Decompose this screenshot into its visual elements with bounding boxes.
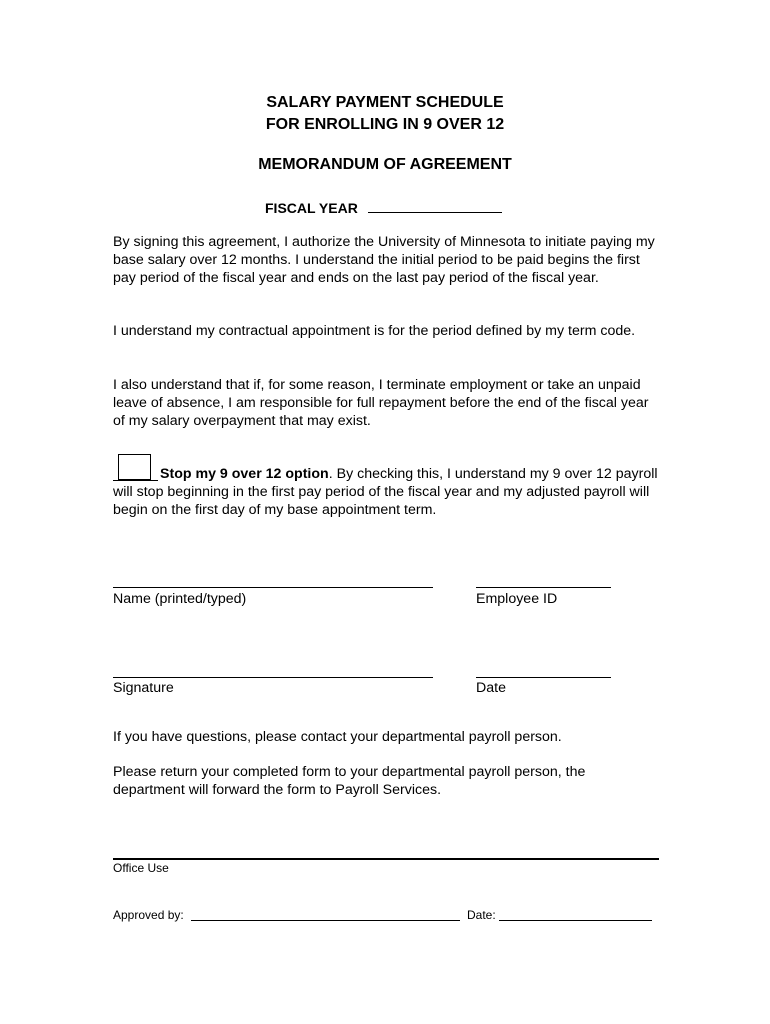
fiscal-year-row	[265, 198, 502, 216]
signature-field[interactable]	[113, 677, 433, 678]
signature-label: Signature	[113, 680, 174, 696]
stop-option-paragraph	[113, 465, 658, 519]
authorization-paragraph: By signing this agreement, I authorize the University of Minnesota to initiate paying my base salary over 12 months. I understand the initial period to be paid begins the first pay period of the fiscal year and ends on the last pay period of the fiscal year.	[113, 234, 655, 286]
stop-option-label: Stop my 9 over 12 option	[160, 466, 329, 482]
stop-option-text: . By checking this, I understand my 9 over 12 payroll will stop beginning in the first pay period of the fiscal year and my adjusted payroll will begin on the first day of my base appointment term.	[113, 466, 658, 518]
approved-by-label: Approved by:	[113, 908, 184, 922]
name-label: Name (printed/typed)	[113, 591, 247, 607]
form-subtitle: MEMORANDUM OF AGREEMENT	[258, 156, 512, 173]
date-label: Date	[476, 680, 506, 696]
form-title-line1: SALARY PAYMENT SCHEDULE	[266, 94, 504, 111]
appointment-paragraph: I understand my contractual appointment is for the period defined by my term code.	[113, 323, 636, 339]
name-field[interactable]	[113, 587, 433, 588]
fiscal-year-field[interactable]	[368, 198, 502, 213]
form-title-line2: FOR ENROLLING IN 9 OVER 12	[265, 116, 505, 133]
return-paragraph: Please return your completed form to your departmental payroll person, the department will forward the form to Payroll Services.	[113, 764, 586, 798]
date-field[interactable]	[476, 677, 611, 678]
office-use-label: Office Use	[113, 861, 169, 875]
fiscal-year-label: FISCAL YEAR	[265, 200, 358, 216]
approved-by-row	[113, 908, 184, 922]
employee-id-field[interactable]	[476, 587, 611, 588]
office-date-row	[467, 908, 496, 922]
approved-by-field[interactable]	[191, 920, 460, 921]
employee-id-label: Employee ID	[476, 591, 558, 607]
questions-paragraph: If you have questions, please contact your departmental payroll person.	[113, 729, 562, 745]
office-date-field[interactable]	[499, 920, 652, 921]
office-date-label: Date:	[467, 908, 496, 922]
office-use-divider	[113, 858, 659, 860]
repayment-paragraph: I also understand that if, for some reason, I terminate employment or take an unpaid leave of absence, I am responsible for full repayment before the end of the fiscal year of my salary overpayment that may exist.	[113, 377, 649, 429]
